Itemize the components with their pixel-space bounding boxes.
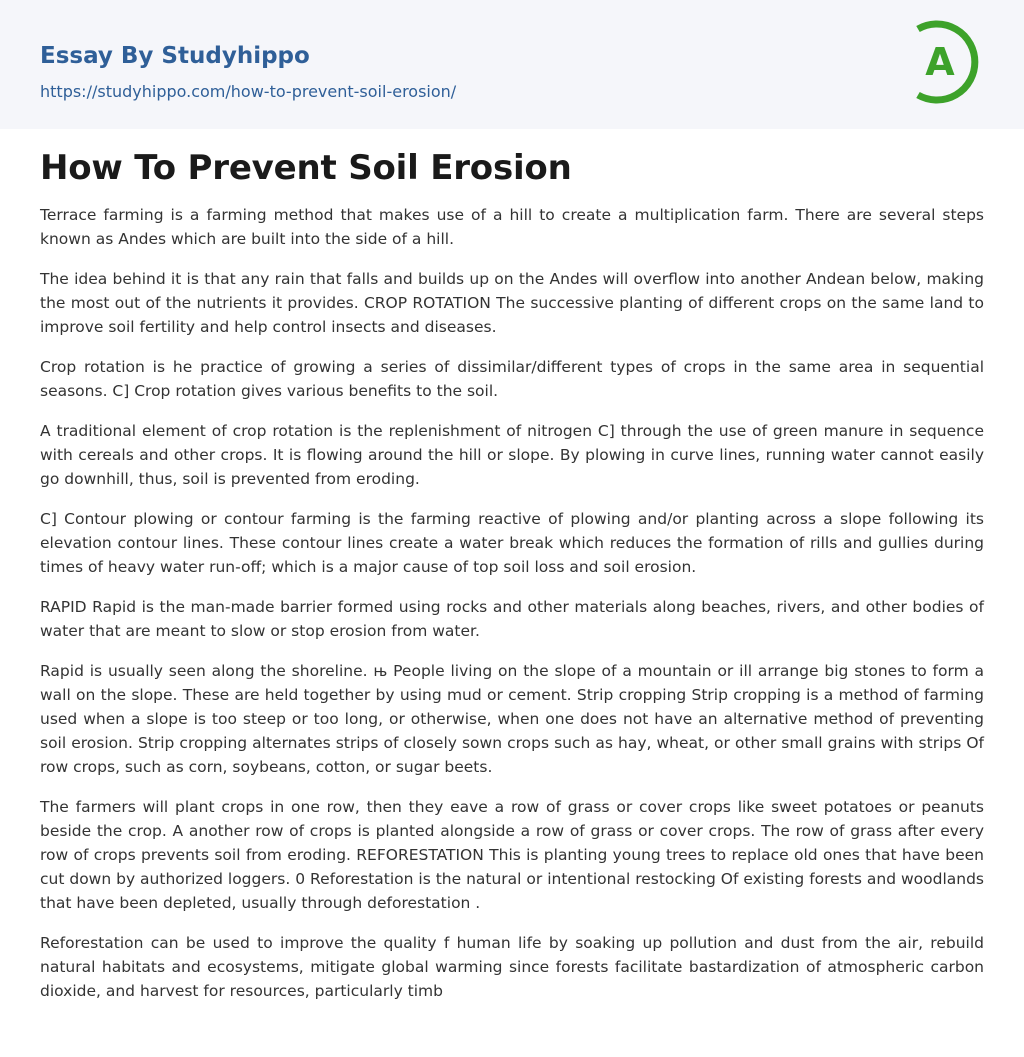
brand-title: Essay By Studyhippo bbox=[40, 43, 310, 69]
paragraph: Crop rotation is he practice of growing a series of dissimilar/different types of crops in the same area in sequential seasons. C] Crop rotation gives various benefits to the soil. bbox=[40, 358, 984, 400]
paragraph: Reforestation can be used to improve the quality f human life by soaking up pollution and dust from the air, rebuild natural habitats and ecosystems, mitigate global warming since forests facilitate bastardization of atmospheric carbon dioxide, and harvest for resources, particularly timb bbox=[40, 934, 984, 1000]
logo-letter: A bbox=[925, 40, 955, 84]
paragraph: The idea behind it is that any rain that falls and builds up on the Andes will overflow into another Andean below, making the most out of the nutrients it provides. CROP ROTATION The successive planting of different crops on the same land to improve soil fertility and help control insects and diseases. bbox=[40, 270, 984, 336]
studyhippo-logo-icon[interactable] bbox=[910, 19, 986, 105]
source-url-link[interactable]: https://studyhippo.com/how-to-prevent-soil-erosion/ bbox=[40, 82, 457, 101]
paragraph: C] Contour plowing or contour farming is the farming reactive of plowing and/or planting across a slope following its elevation contour lines. These contour lines create a water break which reduces the formation of rills and gullies during times of heavy water run-off; which is a major cause of top soil loss and soil erosion. bbox=[40, 510, 984, 576]
site-header bbox=[0, 0, 1024, 129]
paragraph: Rapid is usually seen along the shoreline. њ People living on the slope of a mountain or ill arrange big stones to form a wall on the slope. These are held together by using mud or cement. Strip cropping Strip cropping is a method of farming used when a slope is too steep or too long, or otherwise, when one does not have an alternative method of preventing soil erosion. Strip cropping alternates strips of closely sown crops such as hay, wheat, or other small grains with strips Of row crops, such as corn, soybeans, cotton, or sugar beets. bbox=[40, 662, 984, 776]
paragraph: A traditional element of crop rotation is the replenishment of nitrogen C] through the use of green manure in sequence with cereals and other crops. It is flowing around the hill or slope. By plowing in curve lines, running water cannot easily go downhill, thus, soil is prevented from eroding. bbox=[40, 422, 984, 488]
paragraph: Terrace farming is a farming method that makes use of a hill to create a multiplication farm. There are several steps known as Andes which are built into the side of a hill. bbox=[40, 206, 984, 248]
paragraph: The farmers will plant crops in one row, then they eave a row of grass or cover crops like sweet potatoes or peanuts beside the crop. A another row of crops is planted alongside a row of grass or cover crops. The row of grass after every row of crops prevents soil from eroding. REFORESTATION This is planting young trees to replace old ones that have been cut down by authorized loggers. 0 Reforestation is the natural or intentional restocking Of existing forests and woodlands that have been depleted, usually through deforestation . bbox=[40, 798, 984, 912]
paragraph: RAPID Rapid is the man-made barrier formed using rocks and other materials along beaches, rivers, and other bodies of water that are meant to slow or stop erosion from water. bbox=[40, 598, 984, 640]
page-title: How To Prevent Soil Erosion bbox=[40, 148, 572, 188]
article bbox=[0, 147, 1024, 1003]
